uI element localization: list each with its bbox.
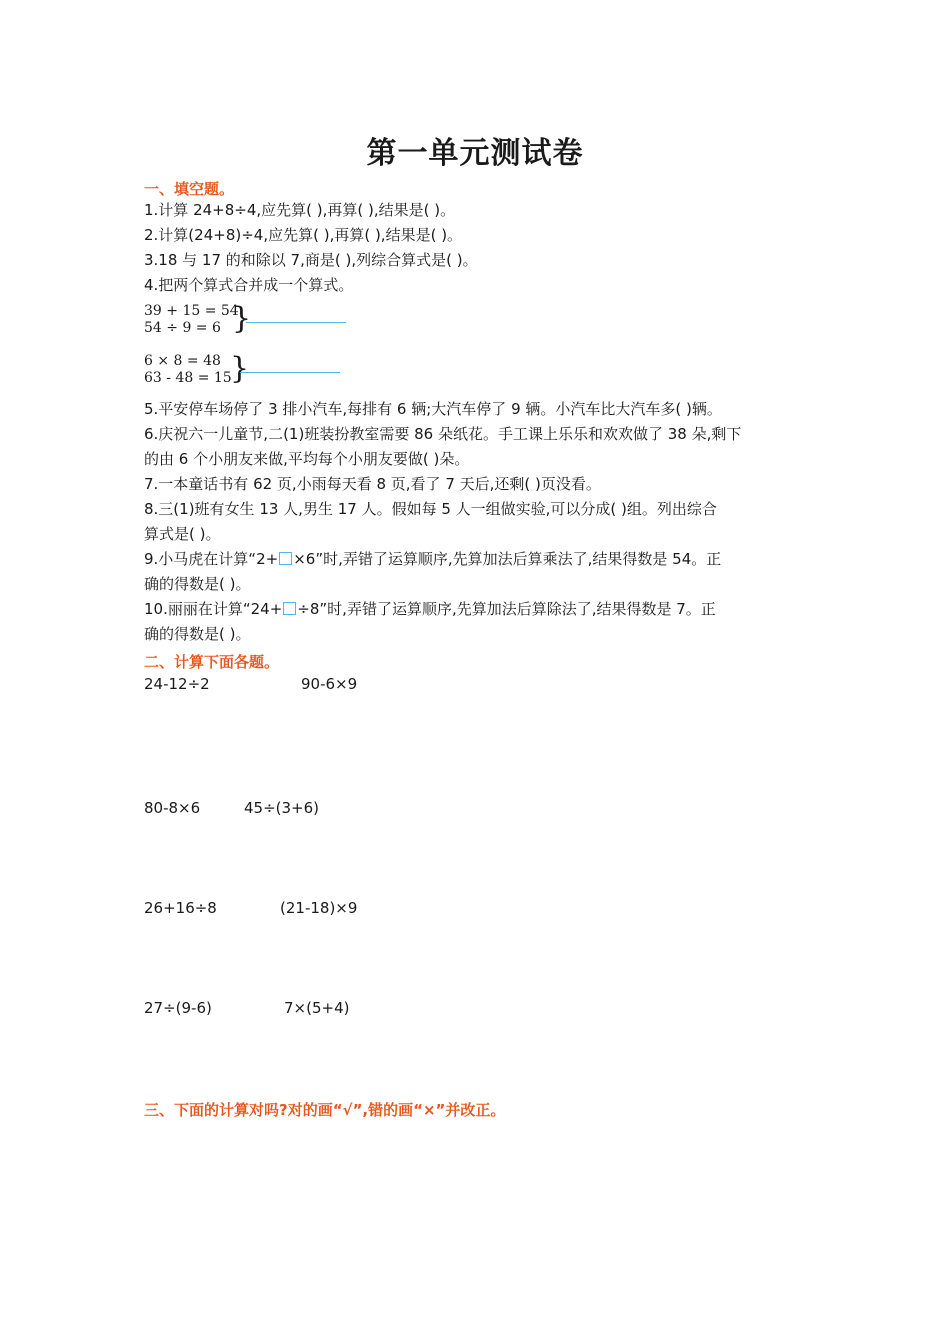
- calc-problem: 80-8×6: [144, 799, 201, 817]
- calc-problem: 7×(5+4): [284, 999, 350, 1017]
- equation-group-2: [144, 353, 232, 387]
- question-1: 1.计算 24+8÷4,应先算( ),再算( ),结果是( )。: [144, 201, 456, 219]
- section-1-heading: 一、填空题。: [144, 180, 235, 198]
- equation-line: 54 ÷ 9 = 6: [144, 320, 221, 336]
- calc-problem: 45÷(3+6): [244, 799, 320, 817]
- brace-2: }: [230, 351, 250, 386]
- question-9-text-post: ×6”时,弄错了运算顺序,先算加法后算乘法了,结果得数是 54。正: [293, 550, 722, 568]
- blank-box-icon[interactable]: [283, 602, 296, 615]
- calc-problem: 27÷(9-6): [144, 999, 212, 1017]
- equation-group-1: [144, 303, 239, 337]
- question-9-line-2: 确的得数是( )。: [144, 575, 251, 593]
- calc-problem: (21-18)×9: [280, 899, 358, 917]
- calc-problem: 26+16÷8: [144, 899, 217, 917]
- question-6-line-1: 6.庆祝六一儿童节,二(1)班装扮教室需要 86 朵纸花。手工课上乐乐和欢欢做了 38 朵,剩下: [144, 425, 742, 443]
- calc-problem: 90-6×9: [301, 675, 358, 693]
- question-9-text-pre: 9.小马虎在计算“2+: [144, 550, 279, 568]
- question-3: 3.18 与 17 的和除以 7,商是( ),列综合算式是( )。: [144, 251, 478, 269]
- equation-line: 6 × 8 = 48: [144, 353, 221, 369]
- question-8-line-2: 算式是( )。: [144, 525, 221, 543]
- calc-problem: 24-12÷2: [144, 675, 210, 693]
- question-6-line-2: 的由 6 个小朋友来做,平均每个小朋友要做( )朵。: [144, 450, 470, 468]
- section-3-heading: 三、下面的计算对吗?对的画“√”,错的画“×”并改正。: [144, 1101, 506, 1119]
- equation-line: 63 - 48 = 15: [144, 370, 232, 386]
- answer-line-2[interactable]: [240, 372, 340, 373]
- brace-1: }: [232, 301, 252, 336]
- question-4: 4.把两个算式合并成一个算式。: [144, 276, 354, 294]
- section-2-heading: 二、计算下面各题。: [144, 653, 280, 671]
- question-9-line-1: [144, 547, 810, 572]
- question-7: 7.一本童话书有 62 页,小雨每天看 8 页,看了 7 天后,还剩( )页没看。: [144, 475, 601, 493]
- question-8-line-1: 8.三(1)班有女生 13 人,男生 17 人。假如每 5 人一组做实验,可以分成( )组。列出综合: [144, 500, 717, 518]
- question-10-line-2: 确的得数是( )。: [144, 625, 251, 643]
- question-10-text-pre: 10.丽丽在计算“24+: [144, 600, 283, 618]
- equation-line: 39 + 15 = 54: [144, 303, 239, 319]
- page-title: 第一单元测试卷: [366, 136, 584, 171]
- blank-box-icon[interactable]: [279, 552, 292, 565]
- question-10-line-1: [144, 597, 810, 622]
- question-10-text-post: ÷8”时,弄错了运算顺序,先算加法后算除法了,结果得数是 7。正: [297, 600, 716, 618]
- answer-line-1[interactable]: [246, 322, 346, 323]
- question-5: 5.平安停车场停了 3 排小汽车,每排有 6 辆;大汽车停了 9 辆。小汽车比大汽车多( )辆。: [144, 400, 722, 418]
- question-2: 2.计算(24+8)÷4,应先算( ),再算( ),结果是( )。: [144, 226, 463, 244]
